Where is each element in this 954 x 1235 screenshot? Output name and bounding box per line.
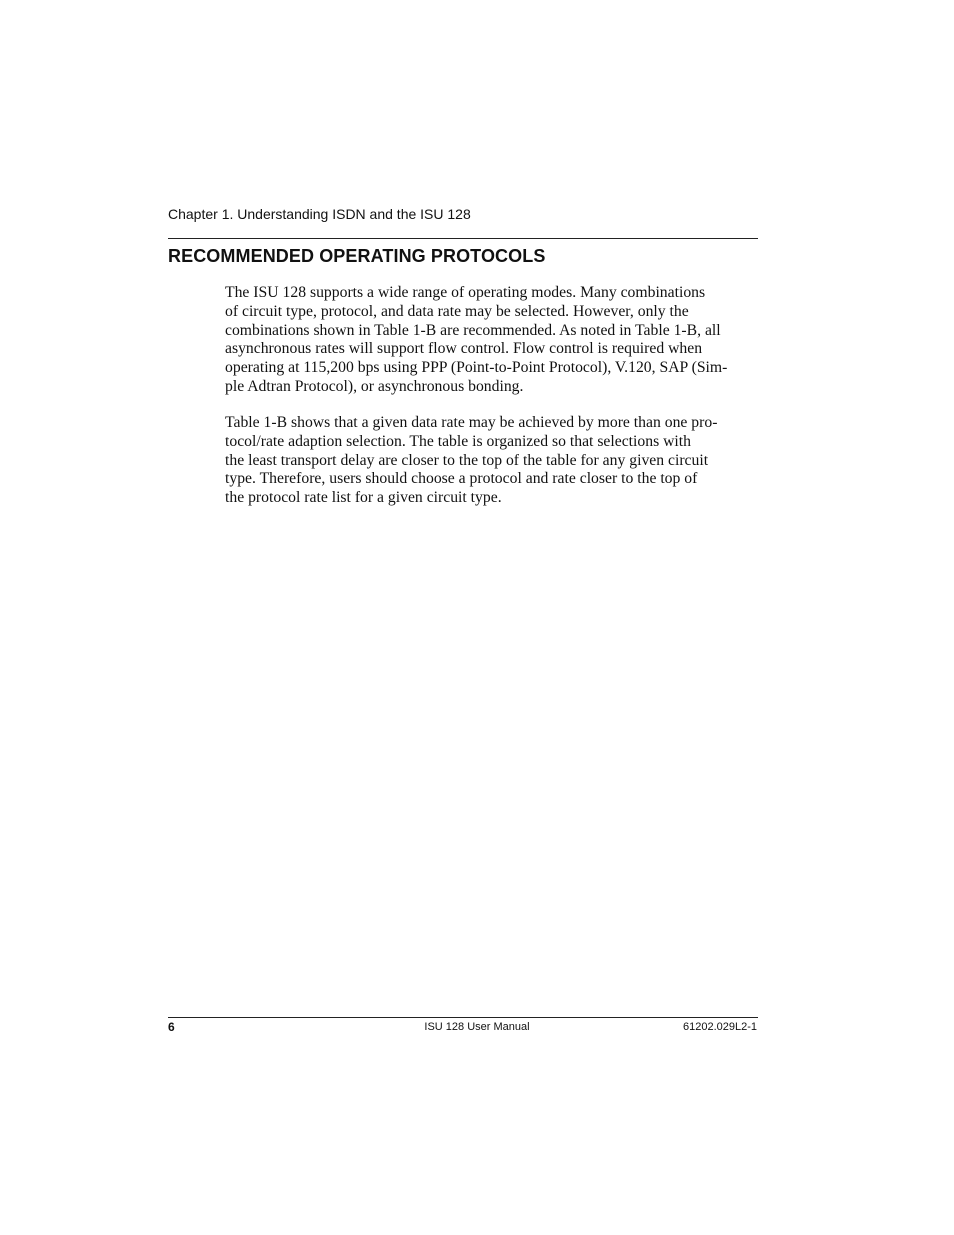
text-line: asynchronous rates will support flow control. Flow control is required when: [225, 340, 703, 358]
text-line: the protocol rate list for a given circuit type.: [225, 489, 502, 507]
text-line: combinations shown in Table 1-B are recommended. As noted in Table 1-B, all: [225, 321, 721, 339]
text-line: tocol/rate adaption selection. The table is organized so that selections with: [225, 432, 691, 450]
section-heading: RECOMMENDED OPERATING PROTOCOLS: [168, 246, 546, 266]
text-line: of circuit type, protocol, and data rate may be selected. However, only the: [225, 302, 689, 320]
body-paragraph-1: [225, 284, 760, 397]
text-line: The ISU 128 supports a wide range of operating modes. Many combinations: [225, 284, 706, 301]
part-number: 61202.029L2-1: [682, 1021, 757, 1033]
footer-divider: [168, 1017, 758, 1018]
running-header: Chapter 1. Understanding ISDN and the ISU 128: [168, 206, 471, 222]
manual-title: ISU 128 User Manual: [424, 1021, 530, 1033]
text-line: the least transport delay are closer to the top of the table for any given circuit: [225, 451, 709, 469]
text-line: type. Therefore, users should choose a protocol and rate closer to the top of: [225, 470, 698, 488]
body-paragraph-2: [225, 414, 760, 508]
text-line: Table 1-B shows that a given data rate may be achieved by more than one pro-: [225, 414, 718, 431]
text-line: operating at 115,200 bps using PPP (Point-to-Point Protocol), V.120, SAP (Sim-: [225, 359, 728, 377]
page-number: 6: [168, 1020, 175, 1034]
text-line: ple Adtran Protocol), or asynchronous bonding.: [225, 377, 524, 395]
header-divider: [168, 238, 758, 239]
